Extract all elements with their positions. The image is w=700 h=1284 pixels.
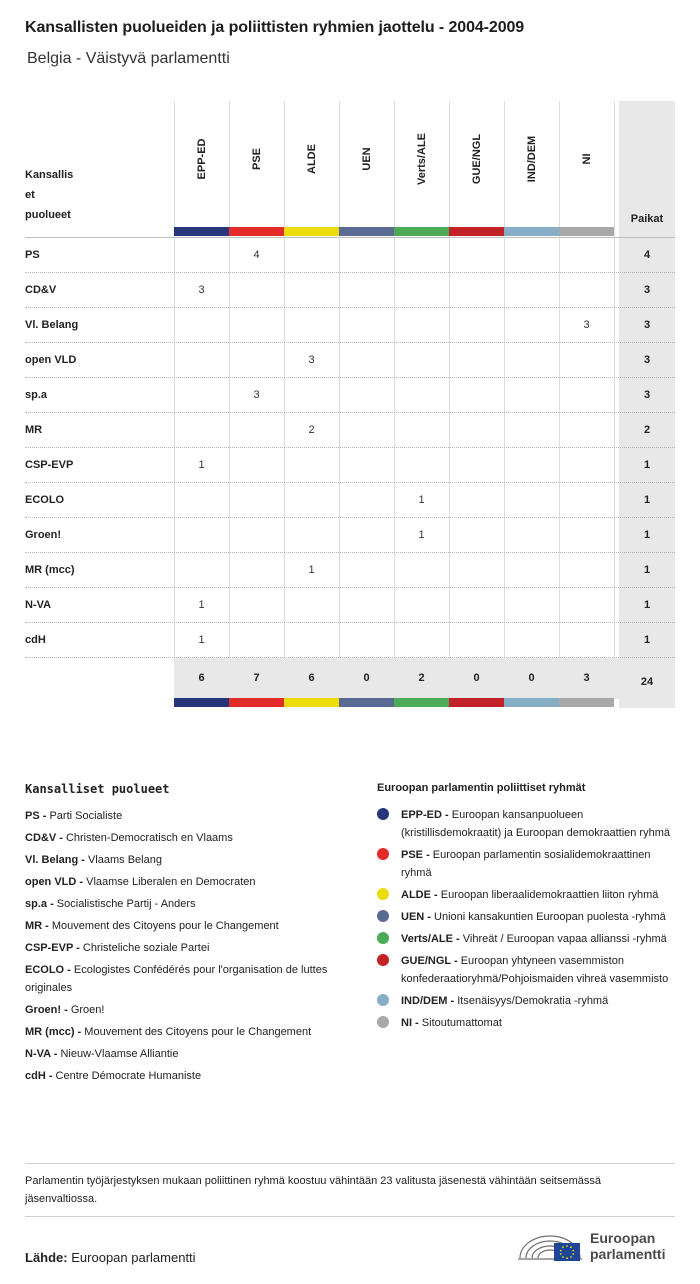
party-legend-item <box>25 1023 365 1041</box>
european-parliament-logo <box>518 1226 678 1266</box>
group-color-bar-bottom <box>339 698 394 707</box>
table-row <box>25 273 675 308</box>
distribution-table <box>25 101 675 709</box>
group-legend-name: Unioni kansakuntien Euroopan puolesta -ryhmä <box>430 911 666 923</box>
party-legend-item <box>25 1001 365 1019</box>
group-header-pse <box>229 101 284 226</box>
party-legend-abbr: MR - <box>25 920 49 932</box>
party-legend-item <box>25 961 365 997</box>
group-color-bar-top <box>449 227 504 236</box>
group-header-label: EPP-ED <box>195 138 208 180</box>
seat-count-cell: 1 <box>198 459 205 471</box>
party-legend-item <box>25 851 365 869</box>
source-line <box>25 1250 196 1265</box>
party-name: ECOLO <box>25 494 65 506</box>
group-legend-item <box>377 1014 675 1032</box>
national-parties-legend-heading: Kansalliset puolueet <box>25 782 170 796</box>
party-legend-name: Christeliche soziale Partei <box>79 942 210 954</box>
group-legend-abbr: Verts/ALE - <box>401 933 460 945</box>
party-legend-abbr: sp.a - <box>25 898 54 910</box>
national-parties-legend <box>25 782 365 1089</box>
party-legend-abbr: Groen! - <box>25 1004 68 1016</box>
group-header-uen <box>339 101 394 226</box>
party-legend-name: Mouvement des Citoyens pour le Changement <box>81 1026 312 1038</box>
party-name: PS <box>25 249 40 261</box>
table-row <box>25 238 675 273</box>
seat-count-cell: 3 <box>198 284 205 296</box>
group-legend-abbr: UEN - <box>401 911 431 923</box>
table-row <box>25 413 675 448</box>
group-header-label: ALDE <box>305 144 318 174</box>
group-color-bar-top <box>174 227 229 236</box>
group-total: 2 <box>418 672 425 684</box>
party-name: N-VA <box>25 599 52 611</box>
logo-text <box>590 1230 665 1262</box>
party-seats-total: 1 <box>643 599 651 611</box>
party-legend-abbr: open VLD - <box>25 876 84 888</box>
party-legend-item <box>25 939 365 957</box>
party-column-header <box>25 165 145 225</box>
logo-text-line-1: Euroopan <box>590 1230 656 1246</box>
group-color-bar-bottom <box>559 698 614 707</box>
party-legend-name: Nieuw-Vlaamse Alliantie <box>57 1048 179 1060</box>
group-color-bar-top <box>394 227 449 236</box>
group-color-dot-icon <box>377 808 389 820</box>
seat-count-cell: 2 <box>308 424 315 436</box>
table-row <box>25 518 675 553</box>
group-total: 0 <box>363 672 370 684</box>
party-legend-item <box>25 873 365 891</box>
party-legend-name: Groen! <box>67 1004 105 1016</box>
group-color-bar-bottom <box>394 698 449 707</box>
group-color-bar-top <box>504 227 559 236</box>
group-header-ind-dem <box>504 101 559 226</box>
seats-column-header: Paikat <box>630 213 664 225</box>
group-color-dot-icon <box>377 848 389 860</box>
group-total: 6 <box>198 672 205 684</box>
party-seats-total: 3 <box>643 319 651 331</box>
group-header-verts-ale <box>394 101 449 226</box>
group-legend-abbr: ALDE - <box>401 889 438 901</box>
seat-count-cell: 3 <box>583 319 590 331</box>
party-legend-name: Ecologistes Confédérés pour l'organisation de luttes originales <box>25 964 328 994</box>
party-name: Vl. Belang <box>25 319 79 331</box>
footnote: Parlamentin työjärjestyksen mukaan poliittinen ryhmä koostuu vähintään 23 valitusta jäsenestä vähintään seitsemässä jäsenvaltiossa. <box>25 1175 601 1205</box>
seat-count-cell: 1 <box>418 494 425 506</box>
party-legend-name: Centre Démocrate Humaniste <box>52 1070 202 1082</box>
group-legend-name: Euroopan parlamentin sosialidemokraattinen ryhmä <box>401 849 651 879</box>
group-legend-abbr: IND/DEM - <box>401 995 455 1007</box>
table-row <box>25 308 675 343</box>
party-name: MR (mcc) <box>25 564 75 576</box>
group-color-bar-bottom <box>174 698 229 707</box>
party-name: CD&V <box>25 284 57 296</box>
party-name: MR <box>25 424 43 436</box>
party-legend-abbr: CD&V - <box>25 832 63 844</box>
group-total: 0 <box>528 672 535 684</box>
group-legend-item <box>377 806 675 842</box>
group-legend-item <box>377 846 675 882</box>
source-value: Euroopan parlamentti <box>71 1250 196 1265</box>
group-color-bar-top <box>339 227 394 236</box>
source-label: Lähde: <box>25 1250 68 1265</box>
party-legend-item <box>25 1067 365 1085</box>
group-legend-abbr: NI - <box>401 1017 419 1029</box>
group-color-bar-top <box>559 227 614 236</box>
table-row <box>25 343 675 378</box>
group-color-dot-icon <box>377 1016 389 1028</box>
party-seats-total: 1 <box>643 494 651 506</box>
note-divider-bottom <box>25 1216 675 1217</box>
group-total: 7 <box>253 672 260 684</box>
party-legend-abbr: PS - <box>25 810 47 822</box>
seat-count-cell: 1 <box>198 599 205 611</box>
party-seats-total: 1 <box>643 529 651 541</box>
group-header-label: PSE <box>250 147 263 171</box>
group-header-label: Verts/ALE <box>415 133 428 185</box>
group-header-label: IND/DEM <box>525 135 538 183</box>
party-seats-total: 3 <box>643 389 651 401</box>
group-color-bar-top <box>284 227 339 236</box>
group-header-ni <box>559 101 614 226</box>
seat-count-cell: 3 <box>253 389 260 401</box>
party-seats-total: 1 <box>643 459 651 471</box>
party-seats-total: 1 <box>643 564 651 576</box>
party-seats-total: 1 <box>643 634 651 646</box>
group-legend-name: Euroopan yhtyneen vasemmiston konfederaatioryhmä/Pohjoismaiden vihreä vasemmisto <box>401 955 669 985</box>
group-legend-name: Vihreät / Euroopan vapaa allianssi -ryhmä <box>459 933 667 945</box>
party-legend-abbr: ECOLO - <box>25 964 71 976</box>
party-legend-abbr: Vl. Belang - <box>25 854 85 866</box>
group-header-epp-ed <box>174 101 229 226</box>
group-color-bar-bottom <box>284 698 339 707</box>
group-legend-item <box>377 952 675 988</box>
group-total: 0 <box>473 672 480 684</box>
group-legend-abbr: GUE/NGL - <box>401 955 458 967</box>
party-name: CSP-EVP <box>25 459 74 471</box>
table-row <box>25 448 675 483</box>
party-legend-abbr: N-VA - <box>25 1048 58 1060</box>
note-divider-top <box>25 1163 675 1164</box>
party-legend-name: Parti Socialiste <box>46 810 123 822</box>
group-color-dot-icon <box>377 954 389 966</box>
group-header-label: GUE/NGL <box>470 133 483 185</box>
party-legend-abbr: cdH - <box>25 1070 53 1082</box>
party-seats-total: 3 <box>643 284 651 296</box>
party-legend-name: Vlaamse Liberalen en Democraten <box>83 876 256 888</box>
group-total: 6 <box>308 672 315 684</box>
party-seats-total: 3 <box>643 354 651 366</box>
table-row <box>25 483 675 518</box>
political-groups-legend-heading: Euroopan parlamentin poliittiset ryhmät <box>377 782 586 794</box>
group-header-alde <box>284 101 339 226</box>
party-legend-item <box>25 807 365 825</box>
party-header-line-1: Kansallis <box>25 169 74 181</box>
political-groups-legend <box>377 782 675 1036</box>
group-legend-item <box>377 908 675 926</box>
group-color-dot-icon <box>377 994 389 1006</box>
party-name: Groen! <box>25 529 62 541</box>
group-color-dot-icon <box>377 910 389 922</box>
seat-count-cell: 1 <box>198 634 205 646</box>
party-seats-total: 4 <box>643 249 651 261</box>
group-color-bar-bottom <box>449 698 504 707</box>
party-legend-name: Vlaams Belang <box>84 854 162 866</box>
party-legend-item <box>25 895 365 913</box>
seat-count-cell: 1 <box>308 564 315 576</box>
group-legend-item <box>377 992 675 1010</box>
party-legend-name: Mouvement des Citoyens pour le Changement <box>48 920 279 932</box>
party-name: open VLD <box>25 354 77 366</box>
party-legend-abbr: CSP-EVP - <box>25 942 80 954</box>
group-total: 3 <box>583 672 590 684</box>
group-legend-item <box>377 930 675 948</box>
group-color-bar-top <box>229 227 284 236</box>
party-name: cdH <box>25 634 46 646</box>
group-legend-abbr: PSE - <box>401 849 430 861</box>
table-row <box>25 623 675 658</box>
group-header-gue-ngl <box>449 101 504 226</box>
grand-total: 24 <box>640 676 654 688</box>
group-legend-name: Euroopan liberaalidemokraattien liiton ryhmä <box>437 889 659 901</box>
party-legend-name: Christen-Democratisch en Vlaams <box>62 832 233 844</box>
group-legend-name: Sitoutumattomat <box>418 1017 502 1029</box>
logo-text-line-2: parlamentti <box>590 1246 666 1262</box>
party-seats-total: 2 <box>643 424 651 436</box>
group-legend-name: Euroopan kansanpuolueen (kristillisdemokraatit) ja Euroopan demokraattien ryhmä <box>401 809 670 839</box>
table-row <box>25 588 675 623</box>
parliament-hemicycle-icon <box>518 1226 582 1266</box>
chart-title: Kansallisten puolueiden ja poliittisten ryhmien jaottelu - 2004-2009 <box>25 19 525 36</box>
group-color-bar-bottom <box>504 698 559 707</box>
party-legend-item <box>25 917 365 935</box>
seat-count-cell: 4 <box>253 249 260 261</box>
party-legend-item <box>25 1045 365 1063</box>
group-color-dot-icon <box>377 888 389 900</box>
group-color-bar-bottom <box>229 698 284 707</box>
group-header-label: UEN <box>360 147 373 171</box>
group-legend-item <box>377 886 675 904</box>
group-header-label: NI <box>580 153 593 165</box>
group-color-dot-icon <box>377 932 389 944</box>
party-legend-item <box>25 829 365 847</box>
seat-count-cell: 3 <box>308 354 315 366</box>
party-legend-abbr: MR (mcc) - <box>25 1026 82 1038</box>
chart-subtitle: Belgia - Väistyvä parlamentti <box>27 50 230 67</box>
party-name: sp.a <box>25 389 48 401</box>
party-header-line-2: et <box>25 189 35 201</box>
seat-count-cell: 1 <box>418 529 425 541</box>
group-legend-abbr: EPP-ED - <box>401 809 449 821</box>
table-row <box>25 378 675 413</box>
group-legend-name: Itsenäisyys/Demokratia -ryhmä <box>454 995 609 1007</box>
party-header-line-3: puolueet <box>25 209 71 221</box>
table-row <box>25 553 675 588</box>
party-legend-name: Socialistische Partij - Anders <box>53 898 196 910</box>
